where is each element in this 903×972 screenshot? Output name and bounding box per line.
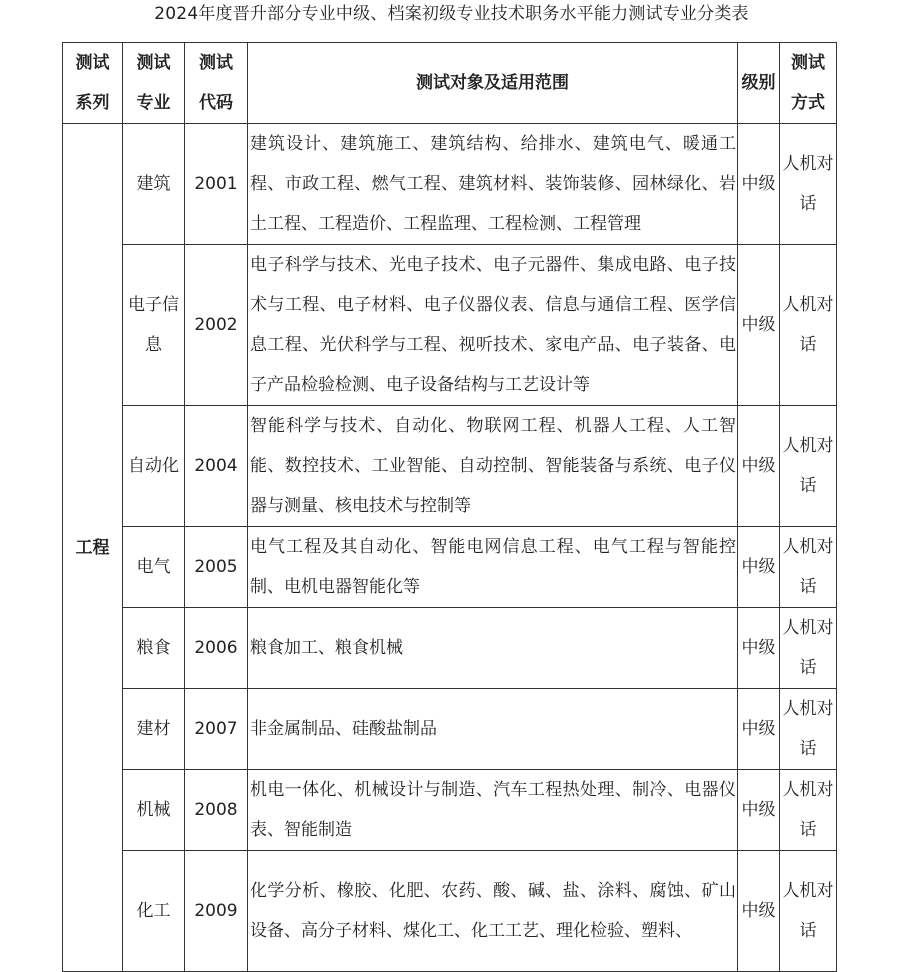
code-cell: 2001: [185, 124, 248, 245]
level-cell: 中级: [738, 406, 780, 527]
scope-cell: 建筑设计、建筑施工、建筑结构、给排水、建筑电气、暖通工程、市政工程、燃气工程、建筑材料、装饰装修、园林绿化、岩土工程、工程造价、工程监理、工程检测、工程管理: [248, 124, 738, 245]
code-cell: 2008: [185, 770, 248, 851]
table-row: [63, 689, 837, 770]
scope-cell: 化学分析、橡胶、化肥、农药、酸、碱、盐、涂料、腐蚀、矿山设备、高分子材料、煤化工、化工工艺、理化检验、塑料、: [248, 851, 738, 972]
header-major: 测试 专业: [123, 43, 185, 124]
header-series: 测试 系列: [63, 43, 123, 124]
major-cell: 建材: [123, 689, 185, 770]
table-row: [63, 527, 837, 608]
header-scope: 测试对象及适用范围: [248, 43, 738, 124]
scope-cell: 非金属制品、硅酸盐制品: [248, 689, 738, 770]
method-cell: 人机对话: [780, 527, 837, 608]
table-row: [63, 245, 837, 406]
major-cell: 粮食: [123, 608, 185, 689]
method-cell: 人机对话: [780, 245, 837, 406]
header-method: 测试 方式: [780, 43, 837, 124]
code-cell: 2006: [185, 608, 248, 689]
classification-table: [62, 42, 837, 972]
level-cell: 中级: [738, 245, 780, 406]
method-cell: 人机对话: [780, 406, 837, 527]
level-cell: 中级: [738, 770, 780, 851]
code-cell: 2004: [185, 406, 248, 527]
header-code: 测试 代码: [185, 43, 248, 124]
table-row: [63, 608, 837, 689]
scope-cell: 电子科学与技术、光电子技术、电子元器件、集成电路、电子技术与工程、电子材料、电子仪器仪表、信息与通信工程、医学信息工程、光伏科学与工程、视听技术、家电产品、电子装备、电子产品检验检测、电子设备结构与工艺设计等: [248, 245, 738, 406]
level-cell: 中级: [738, 527, 780, 608]
level-cell: 中级: [738, 608, 780, 689]
table-row: [63, 406, 837, 527]
code-cell: 2007: [185, 689, 248, 770]
method-cell: 人机对话: [780, 608, 837, 689]
code-cell: 2002: [185, 245, 248, 406]
method-cell: 人机对话: [780, 851, 837, 972]
major-cell: 电气: [123, 527, 185, 608]
series-cell: 工程: [63, 124, 123, 972]
level-cell: 中级: [738, 689, 780, 770]
scope-cell: 电气工程及其自动化、智能电网信息工程、电气工程与智能控制、电机电器智能化等: [248, 527, 738, 608]
header-level: 级别: [738, 43, 780, 124]
method-cell: 人机对话: [780, 770, 837, 851]
major-cell: 电子信息: [123, 245, 185, 406]
major-cell: 建筑: [123, 124, 185, 245]
method-cell: 人机对话: [780, 124, 837, 245]
major-cell: 自动化: [123, 406, 185, 527]
document-title: 2024年度晋升部分专业中级、档案初级专业技术职务水平能力测试专业分类表: [154, 4, 749, 24]
code-cell: 2009: [185, 851, 248, 972]
level-cell: 中级: [738, 851, 780, 972]
scope-cell: 机电一体化、机械设计与制造、汽车工程热处理、制冷、电器仪表、智能制造: [248, 770, 738, 851]
scope-cell: 智能科学与技术、自动化、物联网工程、机器人工程、人工智能、数控技术、工业智能、自动控制、智能装备与系统、电子仪器与测量、核电技术与控制等: [248, 406, 738, 527]
table-row: [63, 851, 837, 972]
table-row: [63, 124, 837, 245]
header-row: [63, 43, 837, 124]
scope-cell: 粮食加工、粮食机械: [248, 608, 738, 689]
table-row: [63, 770, 837, 851]
major-cell: 机械: [123, 770, 185, 851]
method-cell: 人机对话: [780, 689, 837, 770]
code-cell: 2005: [185, 527, 248, 608]
level-cell: 中级: [738, 124, 780, 245]
major-cell: 化工: [123, 851, 185, 972]
